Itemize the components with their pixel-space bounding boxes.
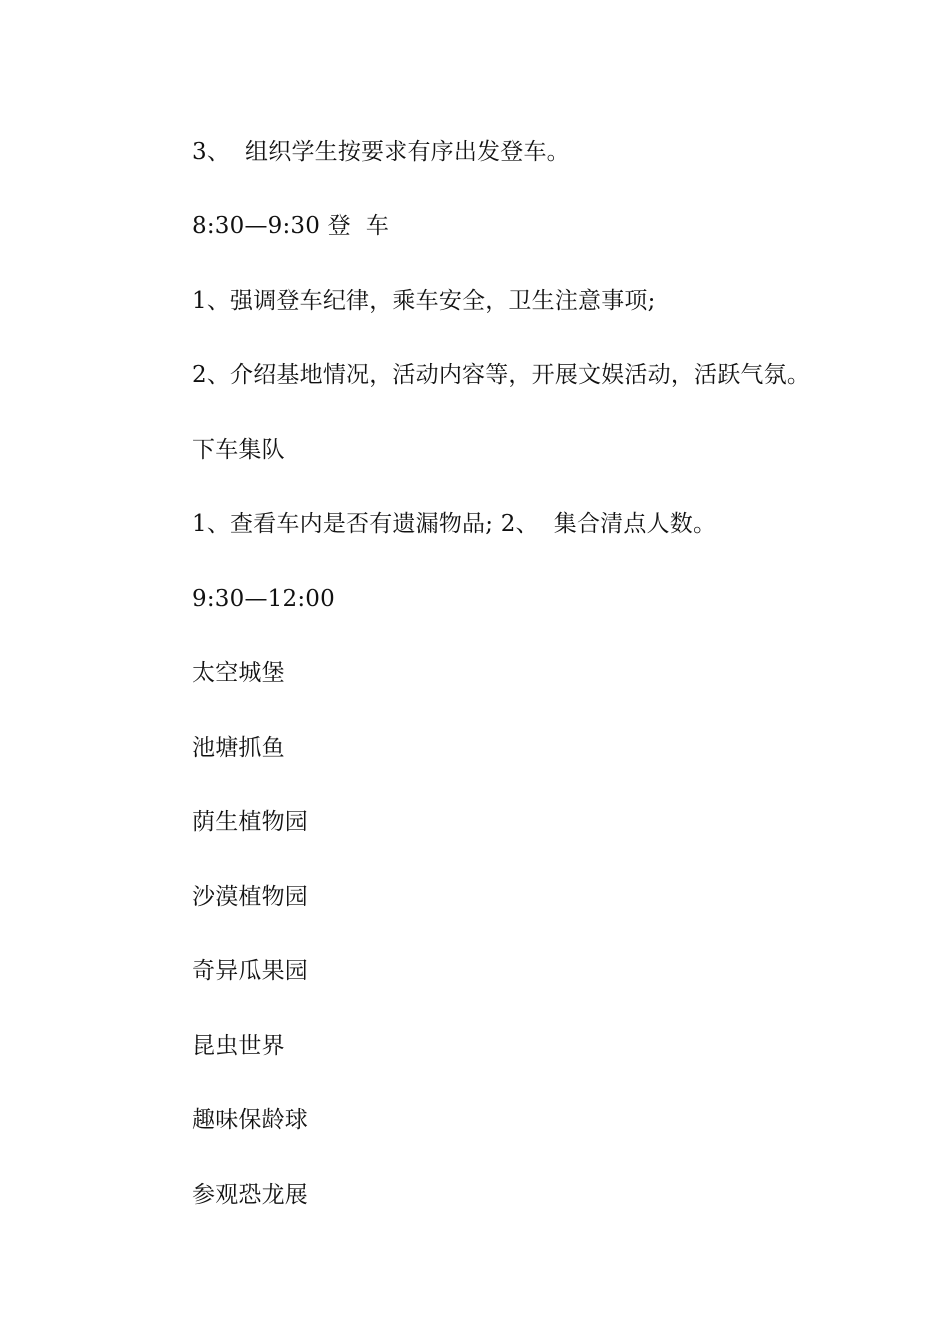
activity-exotic-fruit-garden: 奇异瓜果园 <box>192 958 308 984</box>
activity-space-castle: 太空城堡 <box>192 660 285 686</box>
activity-bowling: 趣味保龄球 <box>192 1107 308 1133</box>
activity-dinosaur-exhibit: 参观恐龙展 <box>192 1182 308 1208</box>
activity-desert-garden: 沙漠植物园 <box>192 884 308 910</box>
time-activities: 9:30—12:00 <box>192 586 335 612</box>
time-boarding: 8:30—9:30 登 车 <box>192 213 390 239</box>
activity-shade-garden: 荫生植物园 <box>192 809 308 835</box>
activity-insect-world: 昆虫世界 <box>192 1033 285 1059</box>
step-base-introduction: 2、介绍基地情况，活动内容等，开展文娱活动，活跃气氛。 <box>192 362 811 388</box>
step-check-and-count: 1、查看车内是否有遗漏物品; 2、 集合清点人数。 <box>192 511 717 537</box>
step-depart-boarding: 3、 组织学生按要求有序出发登车。 <box>192 139 570 165</box>
heading-alight-assemble: 下车集队 <box>192 437 285 463</box>
activity-pond-fishing: 池塘抓鱼 <box>192 735 285 761</box>
step-boarding-discipline: 1、强调登车纪律，乘车安全，卫生注意事项; <box>192 288 656 314</box>
